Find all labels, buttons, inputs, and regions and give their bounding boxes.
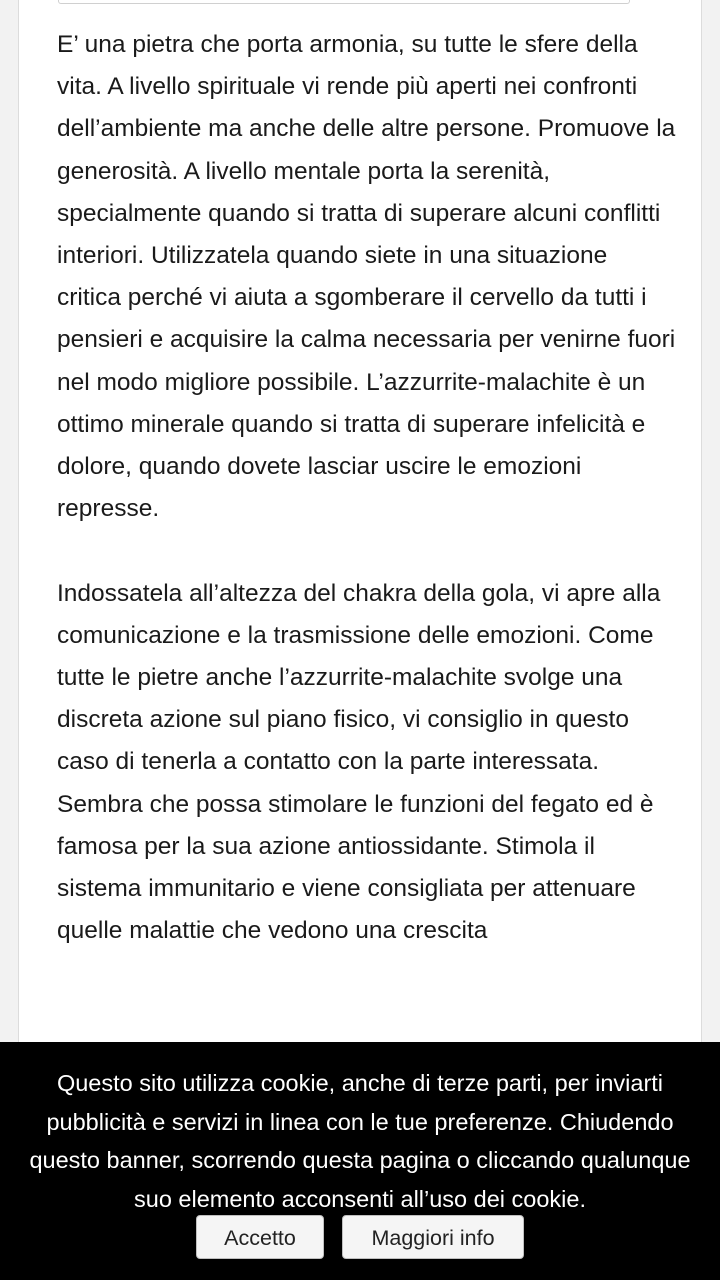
more-info-button[interactable]: Maggiori info [342,1215,524,1259]
article-paragraph-2: Indossatela all’altezza del chakra della gola, vi apre alla comunicazione e la trasmissione delle emozioni. Come tutte le pietre anche l’azzurrite-malachite svolge una discreta azione sul piano fisico, vi consiglio in questo caso di tenerla a contatto con la parte interessata. Sembra che possa stimolare le funzioni del fegato ed è famosa per la sua azione antiossidante. Stimola il sistema immunitario e viene consigliata per attenuare quelle malattie che vedono una crescita [57,579,661,945]
content-top-edge [58,0,630,4]
article-body [57,24,677,952]
accept-cookies-button[interactable]: Accetto [196,1215,324,1259]
article-paragraph-1: E’ una pietra che porta armonia, su tutte le sfere della vita. A livello spirituale vi rende più aperti nei confronti dell’ambiente ma anche delle altre persone. Promuove la generosità. A livello mentale porta la serenità, specialmente quando si tratta di superare alcuni conflitti interiori. Utilizzatela quando siete in una situazione critica perché vi aiuta a sgomberare il cervello da tutti i pensieri e acquisire la calma necessaria per venirne fuori nel modo migliore possibile. L’azzurrite-malachite è un ottimo minerale quando si tratta di superare infelicità e dolore, quando dovete lasciar uscire le emozioni represse. [57,31,676,523]
cookie-banner [0,1042,720,1280]
cookie-actions [0,1215,720,1263]
cookie-message: Questo sito utilizza cookie, anche di terze parti, per inviarti pubblicità e servizi in linea con le tue preferenze. Chiudendo questo banner, scorrendo questa pagina o cliccando qualunque suo elemento acconsenti all’uso dei cookie. [29,1070,691,1212]
